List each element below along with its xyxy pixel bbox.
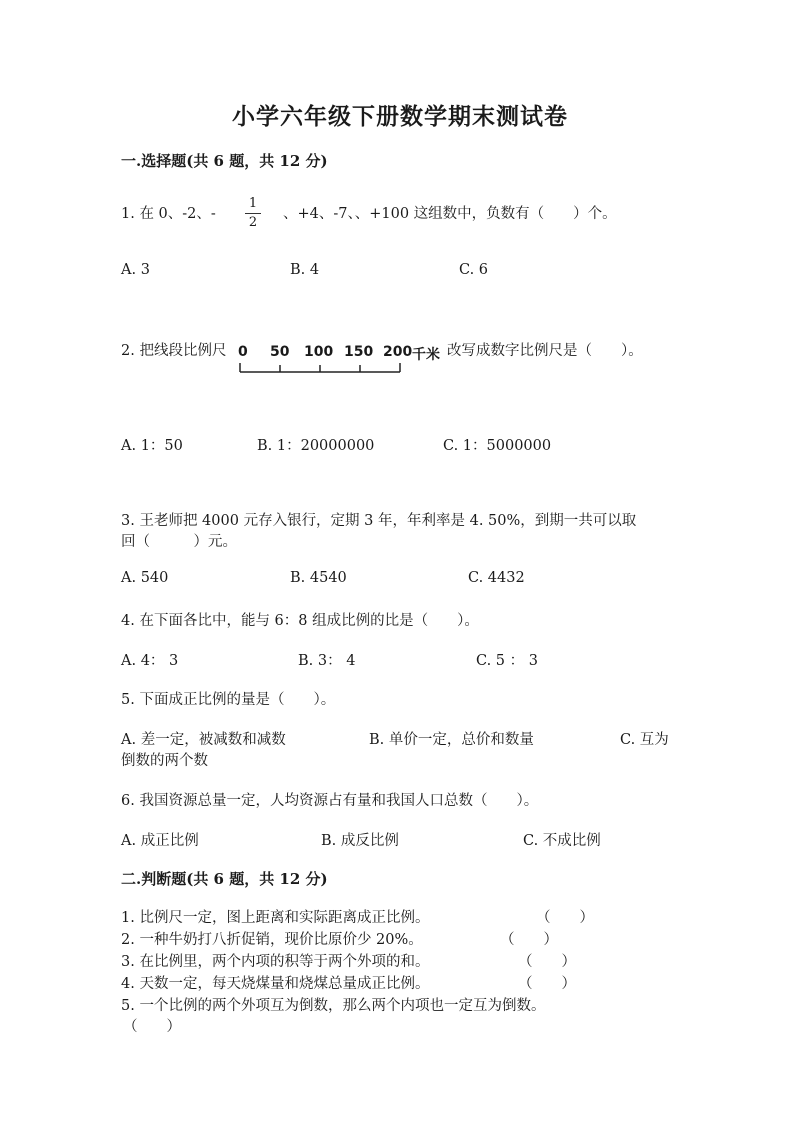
scale-bar <box>236 361 406 375</box>
q3-option-a: A. 540 <box>121 570 169 586</box>
q6-option-b: B. 成反比例 <box>321 833 399 849</box>
q3-option-c: C. 4432 <box>468 570 525 586</box>
judgement-item-5-bracket: （ ） <box>123 1019 181 1035</box>
q1-option-b: B. 4 <box>290 262 320 278</box>
section-heading-judgement: 二.判断题(共 6 题，共 12 分) <box>121 870 328 888</box>
judgement-item-5: 5. 一个比例的两个外项互为倒数，那么两个内项也一定互为倒数。 <box>121 998 546 1014</box>
q1-option-a: A. 3 <box>121 262 150 278</box>
question-6: 6. 我国资源总量一定，人均资源占有量和我国人口总数（ ）。 <box>121 793 539 809</box>
question-3-line1: 3. 王老师把 4000 元存入银行，定期 3 年，年利率是 4. 50%，到期一共可以取 <box>121 513 637 529</box>
scale-label-200: 200 <box>383 344 413 360</box>
judgement-item-3-bracket: （ ） <box>518 954 576 970</box>
question-5: 5. 下面成正比例的量是（ ）。 <box>121 692 336 708</box>
question-2-suffix: 改写成数字比例尺是（ ）。 <box>447 343 643 359</box>
question-1-suffix: 、+4、-7、、+100 这组数中，负数有（ ）个。 <box>283 206 617 222</box>
fraction-one-half <box>245 196 261 231</box>
question-4: 4. 在下面各比中，能与 6：8 组成比例的比是（ ）。 <box>121 613 479 629</box>
q2-option-b: B. 1：20000000 <box>257 438 375 454</box>
judgement-item-3: 3. 在比例里，两个内项的积等于两个外项的和。 <box>121 954 430 970</box>
line-scale-ruler <box>236 344 446 376</box>
judgement-item-2: 2. 一种牛奶打八折促销，现价比原价少 20%。 <box>121 932 423 948</box>
judgement-item-2-bracket: （ ） <box>500 932 558 948</box>
scale-label-150: 150 <box>344 344 374 360</box>
section-heading-choice: 一.选择题(共 6 题，共 12 分) <box>121 152 328 170</box>
q2-option-c: C. 1：5000000 <box>443 438 552 454</box>
fraction-numerator: 1 <box>248 196 258 211</box>
scale-label-100: 100 <box>304 344 334 360</box>
question-3-line2: 回（ ）元。 <box>121 534 237 550</box>
scale-label-50: 50 <box>270 344 290 360</box>
q1-option-c: C. 6 <box>459 262 489 278</box>
q3-option-b: B. 4540 <box>290 570 347 586</box>
scale-label-0: 0 <box>238 344 248 360</box>
q5-option-b: B. 单价一定，总价和数量 <box>369 732 534 748</box>
page-title: 小学六年级下册数学期末测试卷 <box>232 103 568 130</box>
q4-option-c: C. 5 ： 3 <box>476 653 538 669</box>
question-1-prefix: 1. 在 0、-2、- <box>121 206 216 222</box>
q5-option-a: A. 差一定，被减数和减数 <box>121 732 286 748</box>
q4-option-a: A. 4： 3 <box>121 653 179 669</box>
q2-option-a: A. 1：50 <box>121 438 183 454</box>
judgement-item-1-bracket: （ ） <box>536 910 594 926</box>
q4-option-b: B. 3： 4 <box>298 653 356 669</box>
scale-unit: 千米 <box>412 347 440 363</box>
judgement-item-4-bracket: （ ） <box>518 976 576 992</box>
judgement-item-1: 1. 比例尺一定，图上距离和实际距离成正比例。 <box>121 910 430 926</box>
q6-option-a: A. 成正比例 <box>121 833 199 849</box>
judgement-item-4: 4. 天数一定，每天烧煤量和烧煤总量成正比例。 <box>121 976 430 992</box>
q6-option-c: C. 不成比例 <box>523 833 601 849</box>
question-2-prefix: 2. 把线段比例尺 <box>121 343 227 359</box>
fraction-denominator: 2 <box>248 215 258 230</box>
q5-option-c-continued: 倒数的两个数 <box>121 753 208 769</box>
fraction-bar <box>245 213 261 214</box>
q5-option-c: C. 互为 <box>620 732 669 748</box>
